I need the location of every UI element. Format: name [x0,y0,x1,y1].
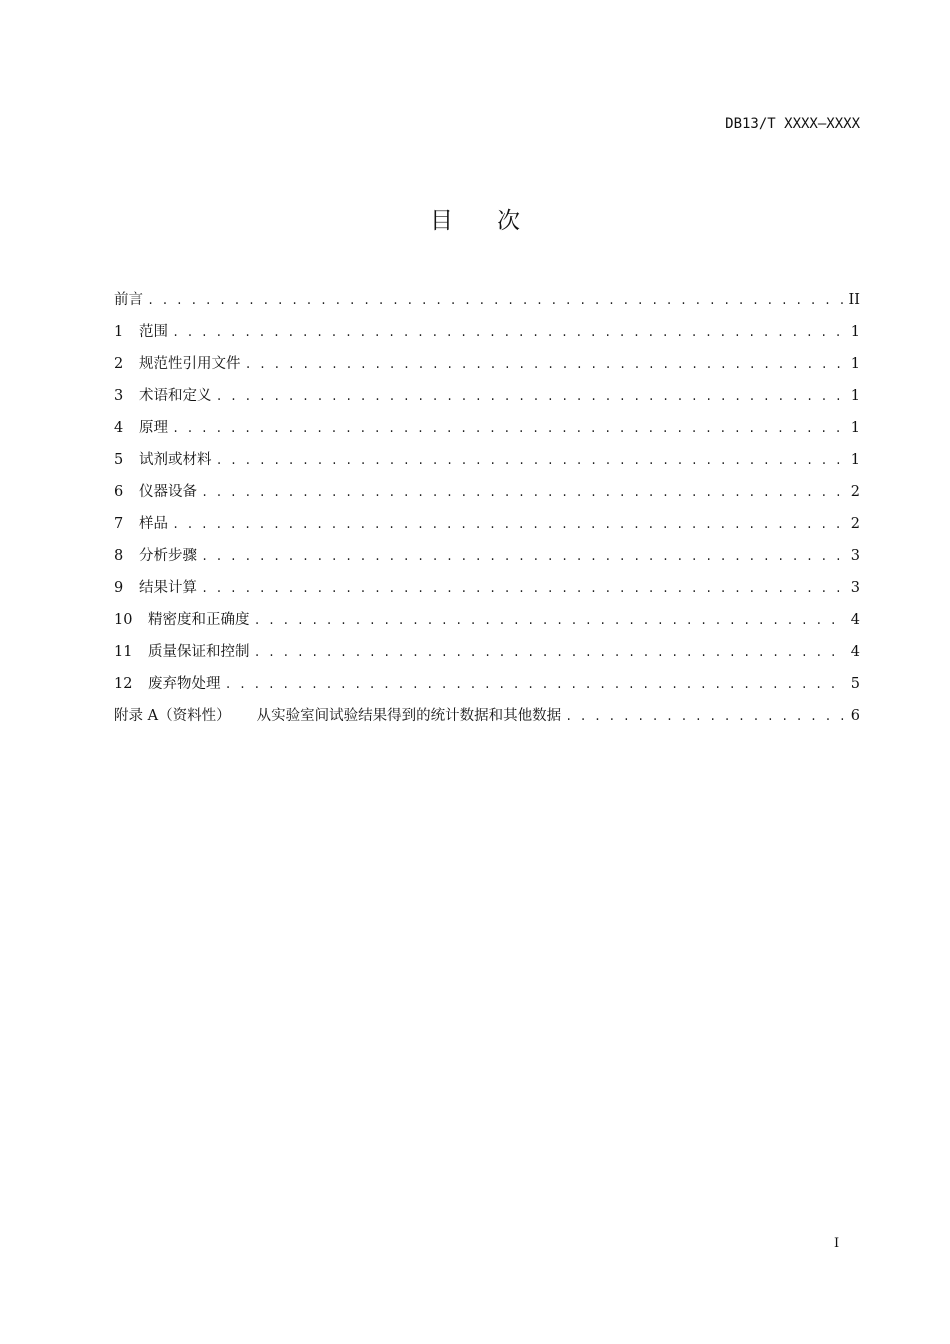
toc-entry-page: 4 [850,612,860,628]
appendix-label: 从实验室间试验结果得到的统计数据和其他数据 [256,708,562,724]
toc-entry-page: 5 [850,676,860,692]
toc-entry-appendix-a[interactable] [114,704,860,736]
toc-entry-page: 1 [850,324,860,340]
toc-entry-number: 12 [114,676,133,692]
title-char-1: 目 [430,208,453,234]
toc-entry-number: 3 [114,388,124,404]
dot-leader [245,356,847,372]
toc-entry-page: 2 [850,484,860,500]
toc-entry-page: II [848,292,860,308]
toc-entry[interactable] [114,416,860,448]
toc-entry-page: 1 [850,356,860,372]
dot-leader [254,612,847,628]
toc-entry-label: 范围 [139,324,168,340]
toc-entry-label: 废弃物处理 [148,676,221,692]
toc-entry-number: 6 [114,484,124,500]
toc-entry-page: 1 [850,452,860,468]
toc-entry-label: 试剂或材料 [139,452,212,468]
dot-leader [254,644,847,660]
toc-entry-label: 前言 [114,292,143,308]
toc-entry[interactable] [114,320,860,352]
toc-entry-number: 1 [114,324,124,340]
page-title [0,202,950,235]
toc-entry-label: 原理 [139,420,168,436]
toc-entry[interactable] [114,672,860,704]
toc-entry[interactable] [114,384,860,416]
standard-number: DB13/T XXXX—XXXX [725,116,860,132]
dot-leader [172,516,846,532]
dot-leader [216,452,847,468]
toc-entry-page: 4 [850,644,860,660]
toc-entry-label: 结果计算 [139,580,197,596]
toc-entry[interactable] [114,352,860,384]
toc-entry-page: 1 [850,388,860,404]
toc-entry-page: 1 [850,420,860,436]
toc-entry-page: 3 [850,580,860,596]
toc-entry-number: 10 [114,612,133,628]
toc-entry[interactable] [114,544,860,576]
page-number: I [834,1236,840,1251]
toc-entry-label: 规范性引用文件 [139,356,241,372]
toc-entry-number: 4 [114,420,124,436]
toc-entry-label: 精密度和正确度 [148,612,250,628]
dot-leader [201,484,846,500]
dot-leader [147,292,845,308]
toc-entry-number: 11 [114,644,133,660]
appendix-prefix: 附录 A（资料性） [114,708,231,724]
toc-entry-label: 术语和定义 [139,388,212,404]
toc-entry[interactable] [114,512,860,544]
toc-entry-label: 样品 [139,516,168,532]
toc-entry[interactable] [114,480,860,512]
toc-entry-number: 5 [114,452,124,468]
dot-leader [172,420,846,436]
table-of-contents [114,288,860,736]
toc-entry[interactable] [114,448,860,480]
toc-entry[interactable] [114,608,860,640]
toc-entry[interactable] [114,640,860,672]
toc-entry-page: 2 [850,516,860,532]
toc-entry-label: 分析步骤 [139,548,197,564]
toc-entry-number: 7 [114,516,124,532]
title-char-2: 次 [497,208,520,234]
toc-entry-label: 仪器设备 [139,484,197,500]
dot-leader [201,580,846,596]
dot-leader [216,388,847,404]
dot-leader [172,324,846,340]
dot-leader [225,676,847,692]
toc-entry[interactable] [114,288,860,320]
toc-entry-number: 8 [114,548,124,564]
toc-entry-number: 2 [114,356,124,372]
appendix-page: 6 [850,708,860,724]
toc-entry-label: 质量保证和控制 [148,644,250,660]
toc-entry-number: 9 [114,580,124,596]
toc-entry-page: 3 [850,548,860,564]
dot-leader [201,548,846,564]
toc-entry[interactable] [114,576,860,608]
dot-leader [565,708,846,724]
